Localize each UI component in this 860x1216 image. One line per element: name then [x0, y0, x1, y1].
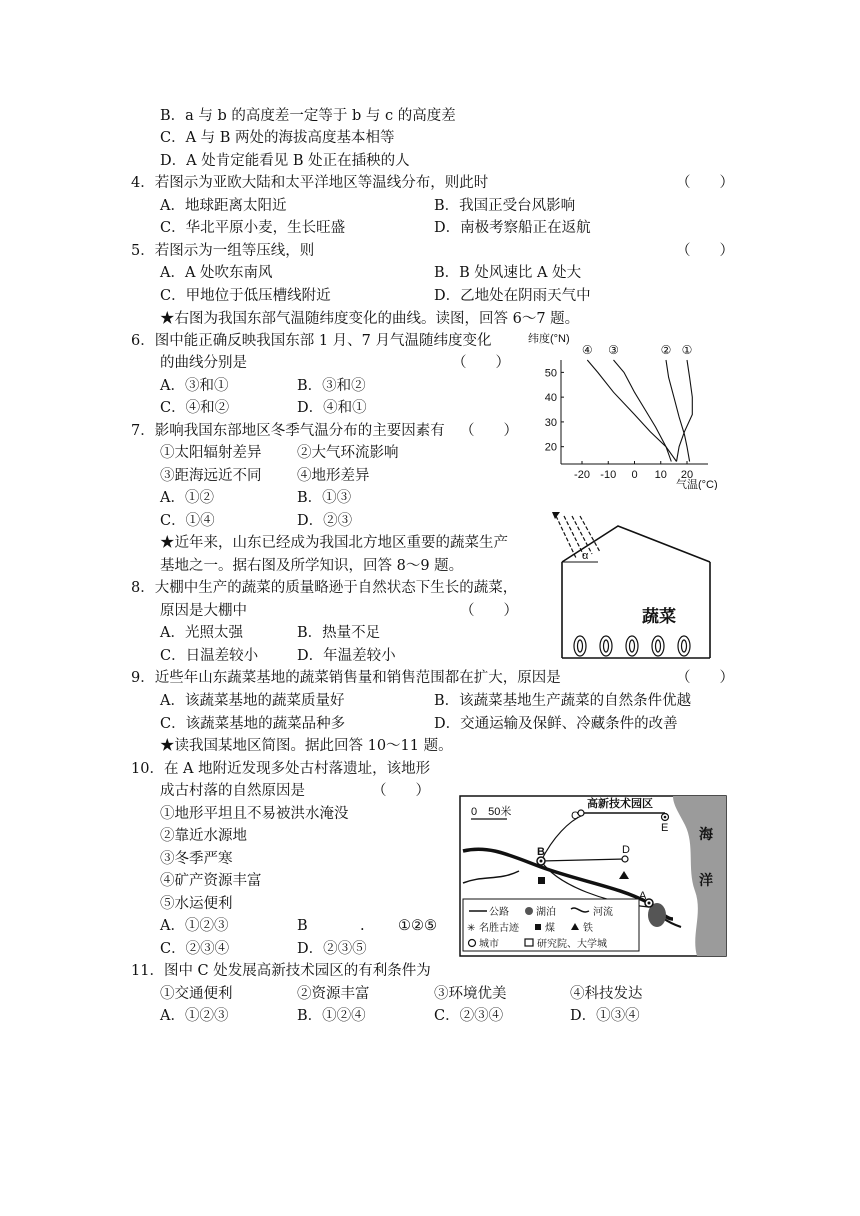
q5-option-d: D．乙地处在阴雨天气中	[434, 288, 591, 304]
q10-item-4: ④矿产资源丰富	[160, 873, 262, 889]
q6-stem-line1: 6．图中能正确反映我国东部 1 月、7 月气温随纬度变化	[131, 333, 492, 349]
intro-8-9-line2: 基地之一。据右图及所学知识，回答 8～9 题。	[160, 558, 464, 574]
vegetable-label: 蔬菜	[642, 607, 676, 626]
chart-x-tick-label: 10	[654, 469, 667, 481]
chart-y-tick-label: 40	[544, 392, 557, 405]
q4-option-b: B．我国正受台风影响	[434, 198, 576, 214]
q6-answer-paren: （ ）	[452, 355, 510, 371]
q4-option-a: A．地球距离太阳近	[160, 198, 287, 214]
sun-ray-arrow	[552, 512, 560, 519]
q6-stem-line2: 的曲线分别是	[160, 355, 247, 371]
q8-answer-paren: （ ）	[460, 603, 518, 619]
q10-stem-line2: 成古村落的自然原因是	[160, 783, 305, 799]
q8-option-b: B．热量不足	[297, 625, 381, 641]
q10-item-2: ②靠近水源地	[160, 828, 247, 844]
q10-stem-line1: 10．在 A 地附近发现多处古村落遗址，该地形	[131, 761, 431, 777]
legend-coal-icon	[535, 924, 541, 930]
chart-y-tick-label: 50	[544, 367, 557, 380]
chart-series-label: ③	[608, 343, 619, 357]
temperature-latitude-chart	[528, 330, 728, 490]
map-scale-label: 0 50米	[471, 806, 512, 818]
q10-option-b-dot: .	[360, 918, 365, 934]
q5-option-b: B．B 处风速比 A 处大	[434, 265, 582, 281]
q7-item-3: ③距海远近不同	[160, 468, 262, 484]
q5-option-c: C．甲地位于低压槽线附近	[160, 288, 331, 304]
chart-series-line	[677, 360, 693, 462]
q8-stem-line1: 8．大棚中生产的蔬菜的质量略逊于自然状态下生长的蔬菜，	[131, 580, 518, 596]
q7-option-d: D．②③	[297, 513, 353, 529]
q10-option-d: D．②③⑤	[297, 941, 367, 957]
point-b-label: B	[537, 846, 545, 858]
q3-option-c: C．A 与 B 两处的海拔高度基本相等	[160, 130, 395, 146]
legend-city: 城市	[479, 939, 499, 950]
q6-option-a: A．③和①	[160, 378, 229, 394]
chart-y-tick-label: 20	[544, 441, 557, 454]
q5-stem: 5．若图示为一组等压线，则	[131, 243, 315, 259]
intro-6-7: ★右图为我国东部气温随纬度变化的曲线。读图，回答 6～7 题。	[160, 311, 580, 327]
q9-stem: 9．近些年山东蔬菜基地的蔬菜销售量和销售范围都在扩大，原因是	[131, 670, 561, 686]
intro-8-9-line1: ★近年来，山东已经成为我国北方地区重要的蔬菜生产	[160, 535, 508, 551]
q10-item-5: ⑤水运便利	[160, 896, 233, 912]
chart-series-label: ②	[660, 343, 672, 357]
point-a-label: A	[639, 890, 647, 902]
chart-y-tick-label: 30	[544, 416, 557, 429]
q8-stem-line2: 原因是大棚中	[160, 603, 247, 619]
q9-option-c: C．该蔬菜基地的蔬菜品种多	[160, 716, 346, 732]
q11-option-b: B．①②④	[297, 1008, 366, 1024]
q6-option-d: D．④和①	[297, 400, 367, 416]
q3-option-d: D．A 处肯定能看见 B 处正在插秧的人	[160, 153, 410, 169]
region-map	[459, 795, 727, 957]
chart-xlabel: 气温(°C)	[676, 479, 718, 490]
legend-coal: 煤	[545, 923, 555, 934]
q11-item-3: ③环境优美	[434, 986, 507, 1002]
chart-series-line	[587, 360, 676, 462]
q10-item-1: ①地形平坦且不易被洪水淹没	[160, 806, 349, 822]
q9-answer-paren: （ ）	[676, 670, 734, 686]
legend-uni: 研究院、大学城	[537, 939, 607, 950]
legend-river: 河流	[593, 907, 613, 918]
q7-option-a: A．①②	[160, 490, 214, 506]
legend-site-icon: ✳	[467, 923, 476, 934]
q7-option-b: B．①③	[297, 490, 352, 506]
q10-option-c: C．②③④	[160, 941, 230, 957]
q5-option-a: A．A 处吹东南风	[160, 265, 273, 281]
q4-option-d: D．南极考察船正在返航	[434, 220, 591, 236]
q10-answer-paren: （ ）	[372, 783, 430, 799]
legend-site: 名胜古迹	[479, 923, 519, 934]
angle-label: α	[582, 550, 589, 562]
vegetable-plants	[574, 636, 690, 656]
legend-road: 公路	[489, 907, 509, 918]
q6-option-c: C．④和②	[160, 400, 230, 416]
chart-series-line	[614, 360, 672, 462]
q7-option-c: C．①④	[160, 513, 215, 529]
park-label: 高新技术园区	[587, 798, 653, 810]
chart-x-tick-label: 20	[680, 469, 694, 481]
point-d-marker	[622, 856, 628, 862]
chart-series-label: ④	[581, 343, 593, 357]
legend-lake: 湖泊	[536, 907, 556, 918]
chart-x-tick-label: -20	[574, 469, 590, 481]
q11-option-d: D．①③④	[570, 1008, 640, 1024]
q7-item-2: ②大气环流影响	[297, 445, 399, 461]
q11-item-4: ④科技发达	[570, 986, 643, 1002]
q4-stem: 4．若图示为亚欧大陆和太平洋地区等温线分布，则此时	[131, 175, 489, 191]
legend-lake-symbol	[525, 907, 533, 915]
chart-ylabel: 纬度(°N)	[528, 333, 570, 345]
sea-label-2: 洋	[699, 872, 713, 888]
q9-option-d: D．交通运输及保鲜、冷藏条件的改善	[434, 716, 678, 732]
chart-series-label: ①	[681, 343, 693, 357]
point-c-label: C	[571, 810, 579, 822]
chart-x-tick-label: -10	[600, 469, 617, 481]
q6-option-b: B．③和②	[297, 378, 366, 394]
legend-uni-icon	[525, 939, 533, 946]
q11-item-1: ①交通便利	[160, 986, 233, 1002]
q7-item-4: ④地形差异	[297, 468, 370, 484]
point-d-label: D	[622, 844, 630, 856]
q4-answer-paren: （ ）	[676, 175, 734, 191]
q11-item-2: ②资源丰富	[297, 986, 370, 1002]
q3-option-b: B．a 与 b 的高度差一定等于 b 与 c 的高度差	[160, 108, 456, 124]
q11-stem: 11．图中 C 处发展高新技术园区的有利条件为	[131, 963, 431, 979]
q9-option-a: A．该蔬菜基地的蔬菜质量好	[160, 693, 345, 709]
q7-stem: 7．影响我国东部地区冬季气温分布的主要因素有	[131, 423, 445, 439]
legend-city-icon	[469, 940, 476, 947]
sea-label-1: 海	[699, 826, 713, 842]
chart-series-line	[666, 360, 690, 462]
coal-icon	[538, 877, 545, 884]
q10-option-b-text: ①②⑤	[398, 918, 437, 934]
q10-option-a: A．①②③	[160, 918, 229, 934]
intro-10-11: ★读我国某地区简图。据此回答 10～11 题。	[160, 738, 453, 754]
legend-iron: 铁	[583, 923, 593, 934]
q10-item-3: ③冬季严寒	[160, 851, 233, 867]
q8-option-d: D．年温差较小	[297, 648, 396, 664]
q8-option-c: C．日温差较小	[160, 648, 259, 664]
q11-option-c: C．②③④	[434, 1008, 504, 1024]
q7-answer-paren: （ ）	[460, 423, 518, 439]
q10-option-b-letter: B	[297, 918, 308, 934]
greenhouse-figure	[548, 510, 718, 665]
q4-option-c: C．华北平原小麦，生长旺盛	[160, 220, 346, 236]
q8-option-a: A．光照太强	[160, 625, 243, 641]
point-e-label: E	[661, 822, 669, 834]
chart-x-tick-label: 0	[631, 469, 638, 481]
q7-item-1: ①太阳辐射差异	[160, 445, 262, 461]
q9-option-b: B．该蔬菜基地生产蔬菜的自然条件优越	[434, 693, 692, 709]
q5-answer-paren: （ ）	[676, 243, 734, 259]
q11-option-a: A．①②③	[160, 1008, 229, 1024]
